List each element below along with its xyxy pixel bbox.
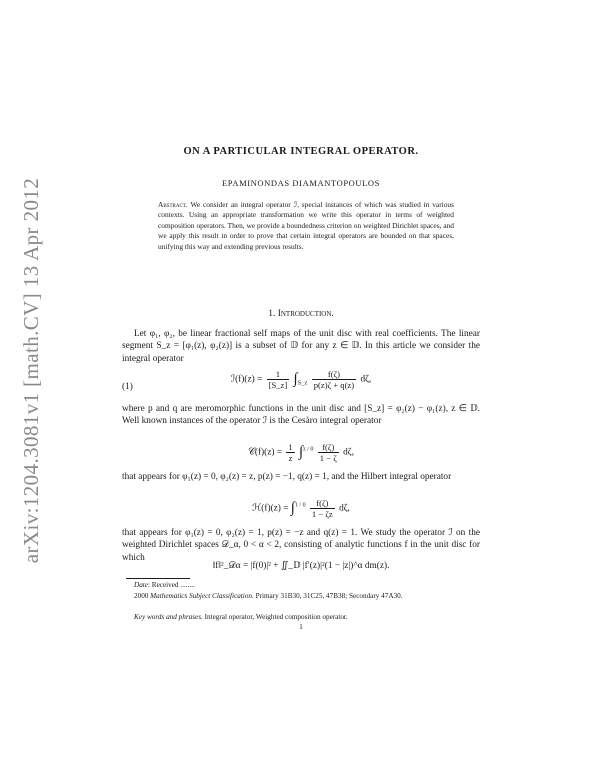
equation-number: (1) [122,382,133,392]
equation-1 [122,369,480,390]
eq2-tail: dζ, [343,447,354,458]
paper-author: EPAMINONDAS DIAMANTOPOULOS [222,178,380,188]
msc-year: 2000 [134,592,149,600]
eq2-limits: z / 0 [303,446,314,453]
eq1-lhs: ℐ(f)(z) = [230,374,263,385]
section-title: Introduction. [277,309,334,319]
eq1-tail: dζ, [360,374,372,385]
msc-text: Primary 31B30, 31C25, 47B38; Secondary 47A30. [255,592,403,600]
eq2-integrand [318,442,339,463]
eq1-coef-num: 1 [267,369,290,380]
paper-title: ON A PARTICULAR INTEGRAL OPERATOR. [183,146,419,157]
footnote-rule [126,578,190,579]
keywords-text: Integral operator, Weighted composition operator. [204,613,348,621]
abstract-text: We consider an integral operator ℐ, special instances of which was studied in various contexts. Using an appropriate transformation we write this operator in terms of weighted composition operators. Then, we provide a boundedness criterion on weighted Dirichlet spaces, and we apply this result in order to prove that certain integral operators are bounded on that spaces, unifying this way and extending previous results. [158,200,454,251]
section-number: 1. [268,309,276,319]
eq2-coef-den: z [288,453,293,463]
arxiv-identifier [14,177,50,563]
eq1-den: p(z)ζ + q(z) [313,380,355,390]
integral-sign: ∫ [290,500,295,516]
paragraph-4: that appears for φ₁(z) = 0, φ₂(z) = 1, p(z) = −z and q(z) = 1. We study the operator ℐ on the weighted Dirichlet spaces 𝒟_α, 0 < α < 2, consisting of analytic functions f in the unit disc for which [122,528,480,563]
eq2-lhs: 𝒞(f)(z) = [248,447,283,458]
eq1-num: f(ζ) [312,369,356,380]
eq2-den: 1 − ζ [319,453,337,463]
paragraph-1: Let φ₁, φ₂, be linear fractional self maps of the unit disc with real coefficients. The linear segment S_z = [φ₁(z), φ₂(z)] is a subset of 𝔻 for any z ∈ 𝔻. In this article we consider the integral operator [122,329,480,364]
eq1-domain: S_z [297,379,308,387]
eq2-coefficient [286,442,294,463]
eq1-integrand [312,369,356,390]
eq3-integrand [310,498,335,519]
footnote-date [122,580,480,590]
eq2-num: f(ζ) [318,442,339,453]
paragraph-2: where p and q are meromorphic functions in the unit disc and [S_z] = φ₂(z) − φ₁(z), z ∈ 𝔻. Well known instances of the operator ℐ is the Cesàro integral operator [122,404,480,427]
keywords-label: Key words and phrases. [134,613,203,621]
eq3-limits: 1 / 0 [294,502,306,509]
date-text: : Received ........ [147,581,195,589]
msc-label: Mathematics Subject Classification. [150,592,254,600]
date-label: Date [134,581,148,589]
arxiv-identifier-text: arXiv:1204.3081v1 [math.CV] 13 Apr 2012 [19,177,44,563]
eq3-lhs: ℋ(f)(z) = [252,503,289,514]
abstract-label: Abstract. [158,200,188,209]
footnote-msc [122,591,480,601]
equation-3 [122,498,480,519]
abstract [158,200,454,252]
paragraph-3: that appears for φ₁(z) = 0, φ₂(z) = z, p(z) = −1, q(z) = 1, and the Hilbert integral operator [122,472,452,482]
integral-sign: ∫ [298,444,304,460]
eq3-num: f(ζ) [310,498,335,509]
equation-4: ‖f‖²_𝒟α = |f(0)|² + ∬_𝔻 |f′(z)|²(1 − |z|)^α dm(z). [212,561,390,571]
eq1-coef-den: [S_z] [268,380,288,390]
equation-2 [122,442,480,463]
section-heading [122,309,480,319]
footnote-keywords [122,612,480,622]
eq1-coefficient [267,369,290,390]
eq3-tail: dζ, [339,503,350,514]
eq2-coef-num: 1 [288,442,293,452]
integral-sign: ∫ [293,371,298,387]
page-number: 1 [299,622,303,631]
eq3-den: 1 − ζz [311,509,333,519]
